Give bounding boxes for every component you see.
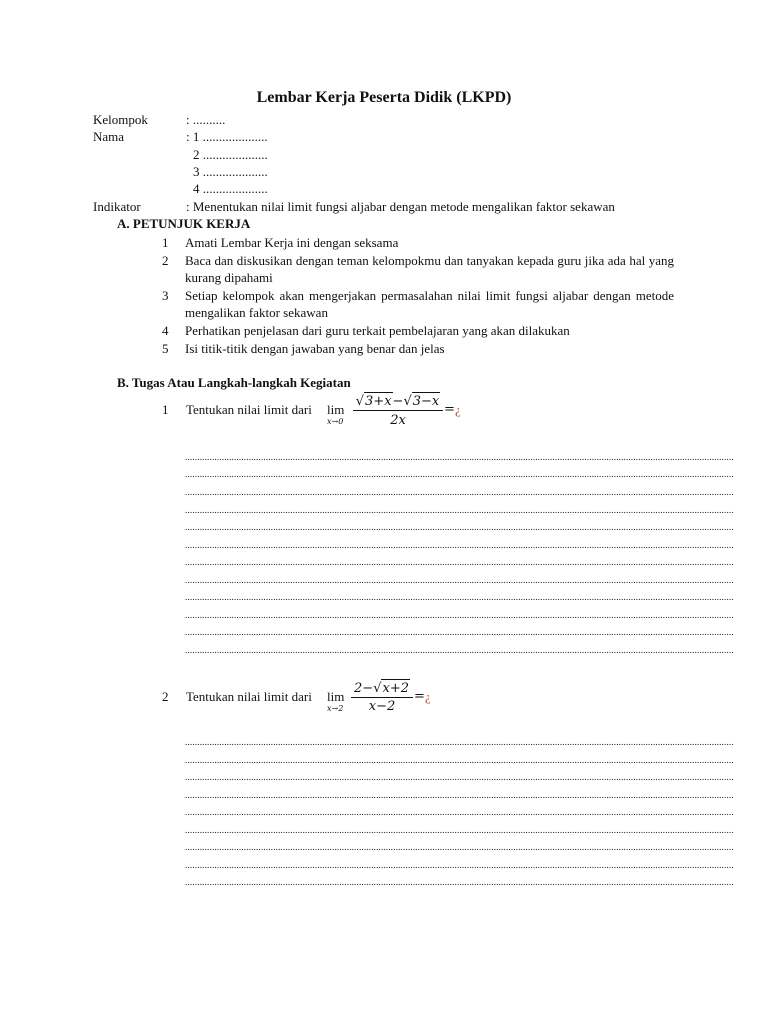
instruction-number: 3 [162, 288, 169, 303]
answer-line: ................................................................................................................................................................................................................................ [185, 627, 734, 637]
answer-line: ................................................................................................................................................................................................................................ [185, 737, 734, 747]
answer-line: ................................................................................................................................................................................................................................ [185, 469, 734, 479]
lim-subscript: x→2 [327, 704, 344, 713]
nama-line-4: 4 .................... [193, 181, 268, 196]
answer-line: ................................................................................................................................................................................................................................ [185, 522, 734, 532]
answer-line: ................................................................................................................................................................................................................................ [185, 807, 734, 817]
instruction-number: 5 [162, 341, 169, 356]
instruction-text: Perhatikan penjelasan dari guru terkait pembelajaran yang akan dilakukan [185, 323, 570, 338]
section-b-heading: B. Tugas Atau Langkah-langkah Kegiatan [117, 375, 351, 390]
answer-line: ................................................................................................................................................................................................................................ [185, 592, 734, 602]
instruction-text: Amati Lembar Kerja ini dengan seksama [185, 235, 399, 250]
kelompok-value: : .......... [186, 112, 226, 127]
instruction-number: 1 [162, 235, 169, 250]
fraction-numerator: √3+x−√3−x [355, 394, 440, 409]
instruction-text: Isi titik-titik dengan jawaban yang benar dan jelas [185, 341, 445, 356]
instruction-number: 2 [162, 253, 169, 268]
answer-line: ................................................................................................................................................................................................................................ [185, 825, 734, 835]
nama-line-3: 3 .................... [193, 164, 268, 179]
answer-line: ................................................................................................................................................................................................................................ [185, 772, 734, 782]
fraction-bar [353, 410, 443, 411]
answer-line: ................................................................................................................................................................................................................................ [185, 540, 734, 550]
answer-line: ................................................................................................................................................................................................................................ [185, 557, 734, 567]
answer-line: ................................................................................................................................................................................................................................ [185, 860, 734, 870]
kelompok-label: Kelompok [93, 112, 148, 127]
answer-line: ................................................................................................................................................................................................................................ [185, 575, 734, 585]
answer-line: ................................................................................................................................................................................................................................ [185, 452, 734, 462]
answer-line: ................................................................................................................................................................................................................................ [185, 877, 734, 887]
fraction-denominator: x−2 [368, 699, 396, 714]
answer-line: ................................................................................................................................................................................................................................ [185, 610, 734, 620]
indikator-label: Indikator [93, 199, 141, 214]
answer-line: ................................................................................................................................................................................................................................ [185, 645, 734, 655]
answer-line: ................................................................................................................................................................................................................................ [185, 790, 734, 800]
task-number: 2 [162, 689, 169, 704]
nama-label: Nama [93, 129, 125, 144]
lim-subscript: x→0 [327, 417, 344, 426]
radicand: 3−x [412, 394, 440, 409]
document-title: Lembar Kerja Peserta Didik (LKPD) [256, 89, 512, 106]
answer-line: ................................................................................................................................................................................................................................ [185, 505, 734, 515]
section-a-heading: A. PETUNJUK KERJA [117, 216, 251, 231]
indikator-value: : Menentukan nilai limit fungsi aljabar dengan metode mengalikan faktor sekawan [186, 199, 615, 214]
numerator-constant: 2− [354, 681, 374, 696]
nama-line-1: : 1 .................... [186, 129, 268, 144]
nama-line-2: 2 .................... [193, 147, 268, 162]
equals-sign: = [414, 689, 425, 704]
result-placeholder: ¿ [455, 402, 461, 417]
instruction-text: Baca dan diskusikan dengan teman kelompokmu dan tanyakan kepada guru jika ada hal yang kurang dipahami [185, 253, 674, 285]
task-number: 1 [162, 402, 169, 417]
fraction-numerator: 2−√x+2 [354, 681, 409, 696]
radicand: 3+x [365, 394, 392, 409]
lim-symbol: lim [327, 689, 345, 704]
instruction-text: Setiap kelompok akan mengerjakan permasalahan nilai limit fungsi aljabar dengan metode mengalikan faktor sekawan [185, 288, 674, 320]
lim-symbol: lim [327, 402, 345, 417]
equals-sign: = [444, 402, 455, 417]
answer-line: ................................................................................................................................................................................................................................ [185, 755, 734, 765]
task-text: Tentukan nilai limit dari [186, 402, 312, 417]
instruction-number: 4 [162, 323, 169, 338]
answer-line: ................................................................................................................................................................................................................................ [185, 487, 734, 497]
result-placeholder: ¿ [425, 689, 431, 704]
task-text: Tentukan nilai limit dari [186, 689, 312, 704]
fraction-denominator: 2x [390, 413, 406, 428]
answer-line: ................................................................................................................................................................................................................................ [185, 842, 734, 852]
radicand: x+2 [382, 681, 409, 696]
